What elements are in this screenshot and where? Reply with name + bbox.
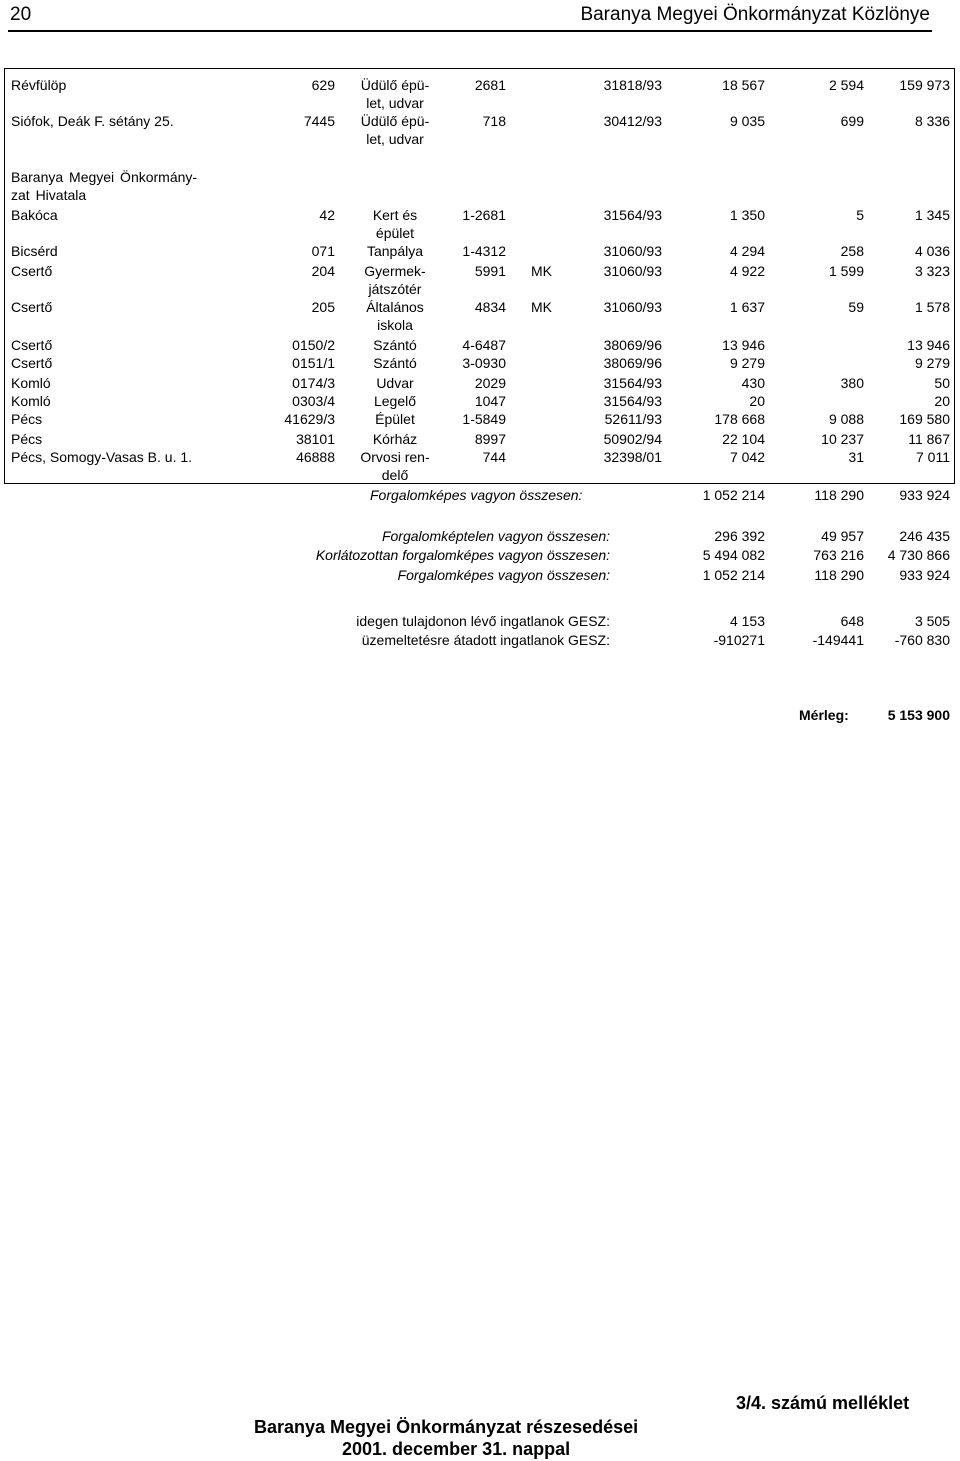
cell-value-2: 59 — [848, 299, 864, 315]
summary-row-value-3: 4 730 866 — [887, 547, 950, 563]
cell-value-1: 18 567 — [722, 77, 765, 93]
cell-value-1: 1 350 — [729, 207, 765, 223]
cell-reference: 31564/93 — [603, 375, 662, 391]
cell-usage: Gyermek- — [364, 263, 426, 279]
cell-value-2: 5 — [856, 207, 864, 223]
cell-place: Pécs, Somogy-Vasas B. u. 1. — [11, 449, 193, 465]
group-heading: Baranya Megyei Önkormány- — [11, 169, 198, 185]
cell-value-1: 1 637 — [729, 299, 765, 315]
gesz-row-label: üzemeltetésre átadott ingatlanok GESZ: — [361, 632, 610, 648]
cell-registry: 5991 — [474, 263, 506, 279]
cell-registry: 8997 — [474, 431, 506, 447]
summary-row-value-1: 296 392 — [714, 528, 765, 544]
cell-usage: Üdülő épü- — [360, 113, 430, 129]
cell-value-1: 9 279 — [729, 355, 765, 371]
cell-lot-number: 0150/2 — [292, 337, 335, 353]
table-total-value-2: 118 290 — [814, 487, 864, 503]
cell-value-3: 1 345 — [914, 207, 950, 223]
cell-mk: MK — [531, 299, 552, 315]
cell-reference: 31818/93 — [603, 77, 662, 93]
cell-lot-number: 0174/3 — [292, 375, 335, 391]
cell-value-1: 178 668 — [714, 411, 765, 427]
cell-lot-number: 629 — [311, 77, 335, 93]
cell-value-1: 4 294 — [729, 243, 765, 259]
balance-label: Mérleg: — [799, 707, 849, 723]
cell-reference: 50902/94 — [603, 431, 662, 447]
gesz-row-value-3: -760 830 — [894, 632, 950, 648]
cell-usage: let, udvar — [366, 95, 424, 111]
cell-registry: 1047 — [474, 393, 506, 409]
cell-lot-number: 7445 — [303, 113, 335, 129]
cell-lot-number: 204 — [311, 263, 335, 279]
cell-reference: 31564/93 — [603, 393, 662, 409]
gesz-row-value-3: 3 505 — [914, 613, 950, 629]
cell-reference: 31564/93 — [603, 207, 662, 223]
cell-usage: Udvar — [376, 375, 414, 391]
cell-usage: Kórház — [372, 431, 418, 447]
cell-place: Komló — [11, 375, 51, 391]
cell-usage: Épület — [375, 411, 415, 427]
cell-value-3: 7 011 — [916, 449, 950, 465]
cell-value-2: 9 088 — [828, 411, 864, 427]
cell-value-1: 13 946 — [722, 337, 765, 353]
cell-usage: Üdülő épü- — [360, 77, 430, 93]
cell-place: Révfülöp — [11, 77, 67, 93]
gesz-row-value-1: 4 153 — [729, 613, 765, 629]
cell-registry: 4-6487 — [462, 337, 506, 353]
summary-row-value-1: 5 494 082 — [702, 547, 765, 563]
cell-registry: 2681 — [474, 77, 506, 93]
gesz-row-value-2: 648 — [840, 613, 864, 629]
cell-lot-number: 46888 — [296, 449, 335, 465]
summary-row-value-3: 246 435 — [899, 528, 950, 544]
cell-usage: épület — [375, 225, 415, 241]
cell-place: Bakóca — [11, 207, 58, 223]
cell-reference: 38069/96 — [603, 355, 662, 371]
header-rule — [8, 30, 932, 32]
cell-usage: Tanpálya — [366, 243, 424, 259]
page-number: 20 — [10, 4, 32, 25]
cell-place: Komló — [11, 393, 51, 409]
gesz-row-value-2: -149441 — [812, 632, 864, 648]
page-header — [0, 0, 960, 30]
cell-usage: Általános — [366, 299, 424, 315]
cell-reference: 31060/93 — [603, 263, 662, 279]
table-total-value-1: 1 052 214 — [702, 487, 765, 503]
cell-lot-number: 0151/1 — [292, 355, 335, 371]
cell-value-1: 4 922 — [729, 263, 765, 279]
cell-place: Siófok, Deák F. sétány 25. — [11, 113, 174, 129]
cell-value-2: 258 — [840, 243, 864, 259]
cell-value-3: 20 — [934, 393, 950, 409]
cell-registry: 1-4312 — [462, 243, 506, 259]
document-date: 2001. december 31. nappal — [342, 1439, 571, 1459]
table-total-value-3: 933 924 — [899, 487, 950, 503]
summary-row-value-2: 763 216 — [813, 547, 864, 563]
cell-registry: 744 — [482, 449, 506, 465]
cell-value-2: 10 237 — [821, 431, 864, 447]
summary-row-label: Forgalomképtelen vagyon összesen: — [381, 528, 610, 544]
cell-lot-number: 41629/3 — [284, 411, 335, 427]
cell-value-2: 380 — [840, 375, 864, 391]
cell-lot-number: 0303/4 — [292, 393, 335, 409]
cell-value-3: 50 — [934, 375, 950, 391]
cell-reference: 30412/93 — [603, 113, 662, 129]
cell-value-3: 159 973 — [899, 77, 950, 93]
cell-registry: 2029 — [474, 375, 506, 391]
cell-registry: 1-2681 — [462, 207, 506, 223]
cell-reference: 52611/93 — [604, 411, 662, 427]
summary-row-value-3: 933 924 — [899, 567, 950, 583]
cell-usage: iskola — [377, 317, 413, 333]
table-total-label: Forgalomképes vagyon összesen: — [370, 487, 583, 503]
summary-row-label: Korlátozottan forgalomképes vagyon összesen: — [315, 547, 610, 563]
cell-lot-number: 38101 — [296, 431, 335, 447]
summary-row-value-2: 49 957 — [821, 528, 864, 544]
cell-reference: 31060/93 — [603, 299, 662, 315]
cell-place: Csertő — [11, 299, 53, 315]
cell-registry: 718 — [482, 113, 506, 129]
cell-registry: 4834 — [474, 299, 506, 315]
cell-value-1: 430 — [741, 375, 765, 391]
cell-lot-number: 205 — [311, 299, 335, 315]
publication-title: Baranya Megyei Önkormányzat Közlönye — [580, 4, 930, 25]
group-heading: zat Hivatala — [11, 187, 87, 203]
cell-value-3: 1 578 — [914, 299, 950, 315]
summary-row-label: Forgalomképes vagyon összesen: — [397, 567, 610, 583]
cell-value-3: 8 336 — [914, 113, 950, 129]
cell-value-3: 9 279 — [914, 355, 950, 371]
cell-value-3: 3 323 — [914, 263, 950, 279]
cell-place: Bicsérd — [11, 243, 58, 259]
cell-value-1: 20 — [749, 393, 765, 409]
cell-usage: Kert és — [372, 207, 418, 223]
cell-value-3: 13 946 — [907, 337, 950, 353]
cell-place: Pécs — [11, 431, 43, 447]
document-title: Baranya Megyei Önkormányzat részesedései — [254, 1417, 639, 1437]
cell-place: Csertő — [11, 263, 53, 279]
cell-usage: Legelő — [373, 393, 417, 409]
cell-usage: let, udvar — [366, 131, 424, 147]
cell-lot-number: 071 — [311, 243, 335, 259]
balance-value: 5 153 900 — [887, 707, 950, 723]
cell-mk: MK — [531, 263, 552, 279]
cell-registry: 3-0930 — [462, 355, 506, 371]
cell-value-1: 7 042 — [729, 449, 765, 465]
cell-lot-number: 42 — [319, 207, 335, 223]
cell-reference: 38069/96 — [603, 337, 662, 353]
cell-reference: 31060/93 — [603, 243, 662, 259]
cell-value-2: 2 594 — [828, 77, 864, 93]
summary-row-value-2: 118 290 — [814, 567, 864, 583]
cell-usage: Orvosi ren- — [360, 449, 430, 465]
cell-value-1: 9 035 — [729, 113, 765, 129]
cell-value-3: 4 036 — [914, 243, 950, 259]
summary-row-value-1: 1 052 214 — [702, 567, 765, 583]
cell-usage: delő — [381, 467, 409, 483]
cell-place: Pécs — [11, 411, 43, 427]
cell-place: Csertő — [11, 355, 53, 371]
gesz-row-value-1: -910271 — [713, 632, 765, 648]
cell-reference: 32398/01 — [603, 449, 662, 465]
cell-value-2: 1 599 — [828, 263, 864, 279]
cell-value-2: 31 — [848, 449, 864, 465]
gesz-row-label: idegen tulajdonon lévő ingatlanok GESZ: — [356, 613, 610, 629]
cell-value-3: 169 580 — [899, 411, 950, 427]
cell-usage: játszótér — [368, 281, 422, 297]
cell-place: Csertő — [11, 337, 53, 353]
cell-registry: 1-5849 — [462, 411, 506, 427]
cell-usage: Szántó — [373, 337, 417, 353]
cell-value-2: 699 — [840, 113, 864, 129]
annex-label: 3/4. számú melléklet — [736, 1393, 910, 1413]
cell-usage: Szántó — [373, 355, 417, 371]
cell-value-3: 11 867 — [908, 431, 950, 447]
cell-value-1: 22 104 — [722, 431, 765, 447]
